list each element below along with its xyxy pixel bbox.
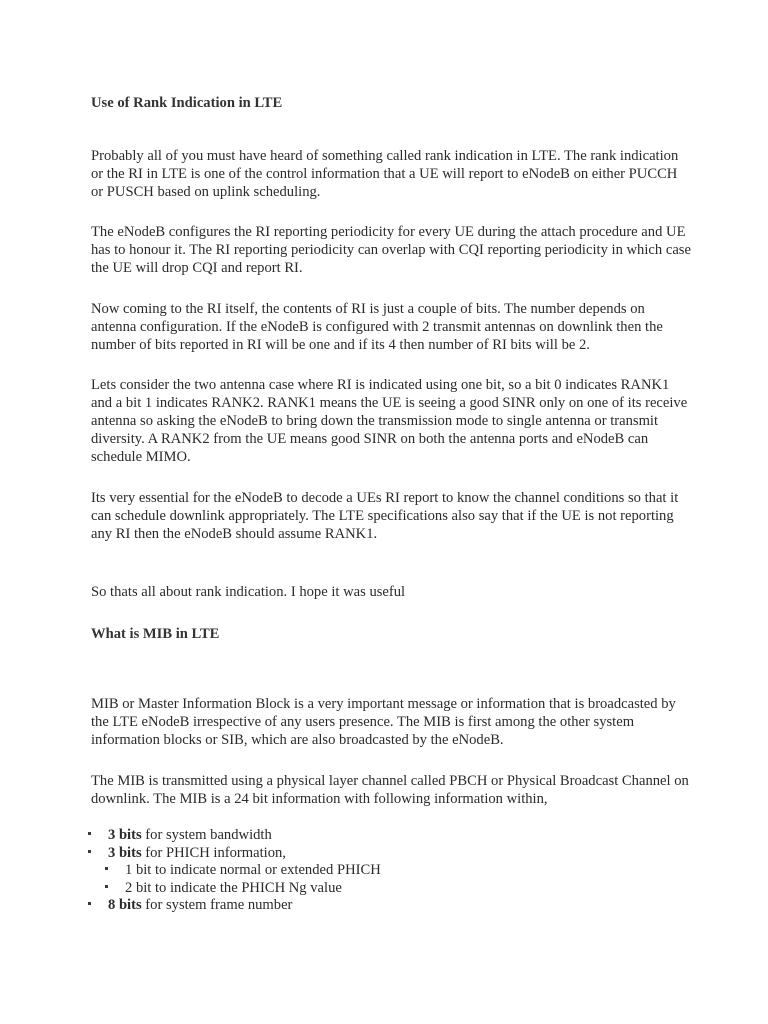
bullet-bold-text: 8 bits bbox=[108, 897, 142, 913]
list-item bbox=[0, 826, 700, 844]
bullet-bold-text: 3 bits bbox=[108, 844, 142, 861]
paragraph-ri-decoding: Its very essential for the eNodeB to decode a UEs RI report to know the channel conditions so that it can schedule downlink appropriately. The LTE specifications also say that if the UE is not reporting any RI then the eNodeB should assume RANK1. bbox=[91, 490, 679, 542]
list-item bbox=[0, 896, 700, 914]
paragraph-two-antenna-case: Lets consider the two antenna case where RI is indicated using one bit, so a bit 0 indicates RANK1 and a bit 1 indicates RANK2. RANK1 means the UE is seeing a good SINR only on one of its receive antenna so asking the eNodeB to bring down the transmission mode to single antenna or transmit diversity. A RANK2 from the UE means good SINR on both the antenna ports and eNodeB can schedule MIMO. bbox=[91, 377, 688, 465]
bullet-text: for system frame number bbox=[141, 897, 293, 913]
mib-bullet-list bbox=[0, 826, 700, 914]
paragraph-ri-contents: Now coming to the RI itself, the contents of RI is just a couple of bits. The number depends on antenna configuration. If the eNodeB is configured with 2 transmit antennas on downlink then the number of bits reported in RI will be one and if its 4 then number of RI bits will be 2. bbox=[91, 301, 663, 353]
paragraph-rank-conclusion: So thats all about rank indication. I hope it was useful bbox=[91, 584, 406, 600]
bullet-bold-text: 3 bits bbox=[108, 827, 142, 843]
sub-list-item bbox=[0, 879, 700, 897]
square-bullet-icon bbox=[88, 832, 91, 835]
paragraph-ri-periodicity: The eNodeB configures the RI reporting periodicity for every UE during the attach procedure and UE has to honour it. The RI reporting periodicity can overlap with CQI reporting periodicity in which case the UE will drop CQI and report RI. bbox=[91, 224, 691, 276]
square-bullet-icon bbox=[105, 885, 108, 888]
section-heading-rank-indication: Use of Rank Indication in LTE bbox=[91, 95, 283, 111]
square-bullet-icon bbox=[105, 867, 108, 870]
paragraph-rank-intro: Probably all of you must have heard of something called rank indication in LTE. The rank indication or the RI in LTE is one of the control information that a UE will report to eNodeB on either PUCCH or PUSCH based on uplink scheduling. bbox=[91, 148, 679, 200]
bullet-text: for system bandwidth bbox=[141, 827, 272, 843]
square-bullet-icon bbox=[88, 850, 91, 853]
section-heading-mib: What is MIB in LTE bbox=[91, 626, 220, 642]
bullet-text: 1 bit to indicate normal or extended PHICH bbox=[125, 862, 381, 878]
bullet-text: for PHICH information, bbox=[141, 844, 286, 861]
list-item bbox=[0, 844, 700, 862]
paragraph-mib-intro: MIB or Master Information Block is a very important message or information that is broadcasted by the LTE eNodeB irrespective of any users presence. The MIB is first among the other system information blocks or SIB, which are also broadcasted by the eNodeB. bbox=[91, 696, 676, 748]
square-bullet-icon bbox=[88, 902, 91, 905]
sub-list-item bbox=[0, 861, 700, 879]
bullet-text: 2 bit to indicate the PHICH Ng value bbox=[125, 879, 342, 896]
paragraph-mib-pbch: The MIB is transmitted using a physical layer channel called PBCH or Physical Broadcast Channel on downlink. The MIB is a 24 bit information with following information within, bbox=[91, 773, 689, 807]
